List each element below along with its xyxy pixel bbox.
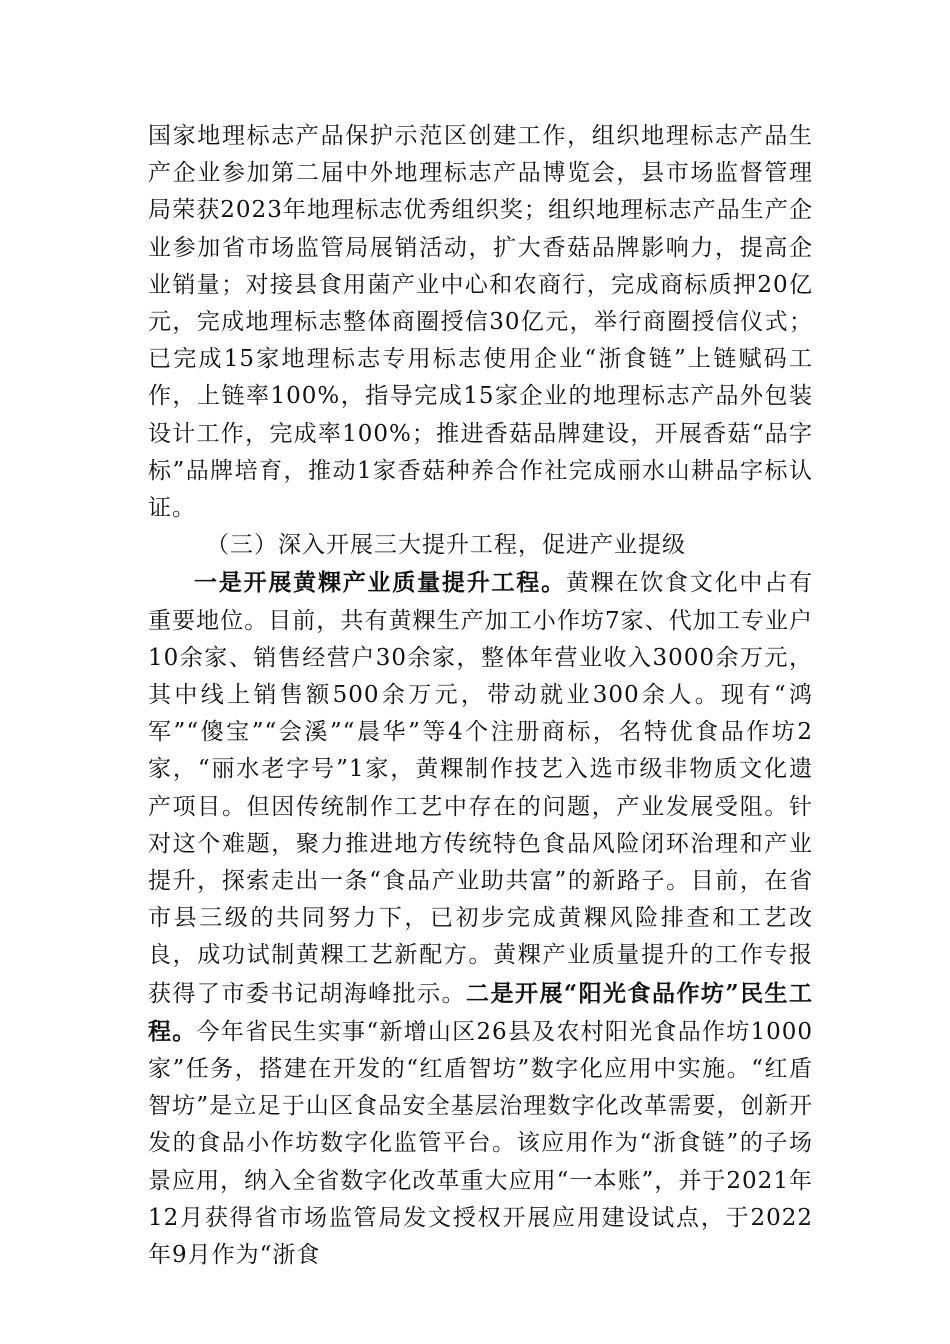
paragraph-three-projects	[148, 564, 813, 1274]
body-text-huangguo: 黄粿在饮食文化中占有重要地位。目前，共有黄粿生产加工小作坊7家、代加工专业户10余家、销售经营户30余家，整体年营业收入3000余万元，其中线上销售额500余万元，带动就业300余人。现有“鸿军”“傻宝”“会溪”“晨华”等4个注册商标，名特优食品作坊2家，“丽水老字号”1家，黄粿制作技艺入选市级非物质文化遗产项目。但因传统制作工艺中存在的问题，产业发展受阻。针对这个难题，聚力推进地方传统特色食品风险闭环治理和产业提升，探索走出一条“食品产业助共富”的新路子。目前，在省市县三级的共同努力下，已初步完成黄粿风险排查和工艺改良，成功试制黄粿工艺新配方。黄粿产业质量提升的工作专报获得了市委书记胡海峰批示。	[148, 570, 814, 1007]
lead-sentence-huangguo: 一是开展黄粿产业质量提升工程。	[194, 569, 566, 597]
section-heading: （三）深入开展三大提升工程，促进产业提级	[206, 532, 686, 559]
paragraph-geographical-indication: 国家地理标志产品保护示范区创建工作，组织地理标志产品生产企业参加第二届中外地理标志产品博览会，县市场监督管理局荣获2023年地理标志优秀组织奖；组织地理标志产品生产企业参加省市场监管局展销活动，扩大香菇品牌影响力，提高企业销量；对接县食用菌产业中心和农商行，完成商标质押20亿元，完成地理标志整体商圈授信30亿元，举行商圈授信仪式；已完成15家地理标志专用标志使用企业“浙食链”上链赋码工作，上链率100%，指导完成15家企业的地理标志产品外包装设计工作，完成率100%；推进香菇品牌建设，开展香菇“品字标”品牌培育，推动1家香菇种养合作社完成丽水山耕品字标认证。	[148, 123, 813, 522]
body-text-sunshine-workshop: 今年省民生实事“新增山区26县及农村阳光食品作坊1000家”任务，搭建在开发的“红盾智坊”数字化应用中实施。“红盾智坊”是立足于山区食品安全基层治理数字化改革需要，创新开发的食品小作坊数字化监管平台。该应用作为“浙食链”的子场景应用，纳入全省数字化改革重大应用“一本账”，并于2021年12月获得省市场监管局发文授权开展应用建设试点，于2022年9月作为“浙食	[148, 1018, 813, 1269]
document-body	[148, 118, 813, 1274]
lead-sentence-sunshine-workshop: 二是开展“阳光食品作坊”民生工程。	[148, 979, 814, 1045]
